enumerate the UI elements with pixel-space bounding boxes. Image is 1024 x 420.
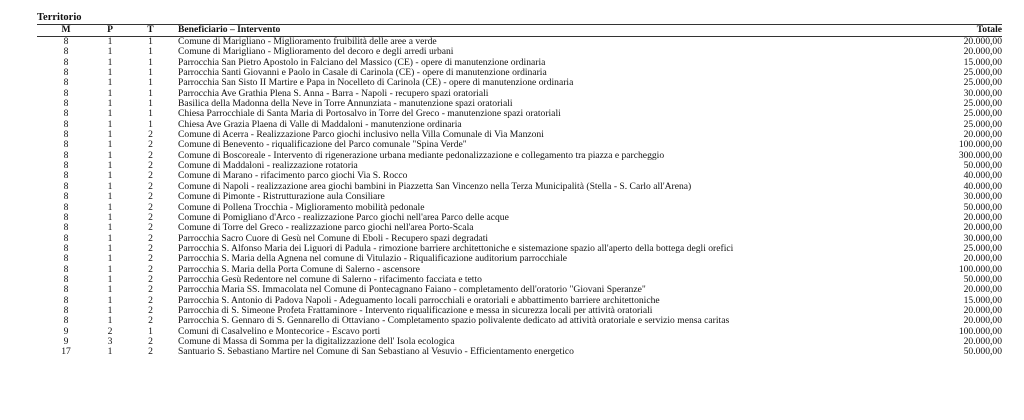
cell-description: Chiesa Ave Grazia Plaena di Valle di Maddaloni - manutenzione ordinaria [178,119,462,130]
cell-total: 30.000,00 [963,88,1002,99]
cell-description: Comune di Marigliano - Miglioramento del decoro e degli arredi urbani [178,47,454,58]
cell-description: Comune di Maddaloni - realizzazione rotatoria [178,161,358,172]
allocations-table [37,25,1002,358]
header-description: Beneficiario – Intervento [178,25,281,35]
cell-p: 1 [107,68,113,79]
table-row [37,151,1002,161]
cell-p: 1 [107,109,113,120]
cell-t: 1 [148,119,153,130]
cell-p: 3 [107,336,113,347]
cell-t: 2 [148,181,153,192]
cell-m: 8 [63,305,69,316]
cell-total: 20.000,00 [963,305,1002,316]
cell-m: 8 [63,119,69,130]
cell-description: Parrocchia S. Maria della Agnena nel comune di Vitulazio - Riqualificazione auditorium parrocchiale [178,254,567,265]
cell-p: 1 [107,181,113,192]
cell-t: 2 [148,171,153,182]
section-title: Territorio [37,12,82,23]
cell-total: 25.000,00 [963,109,1002,120]
cell-t: 1 [148,99,153,110]
cell-m: 8 [63,202,69,213]
cell-p: 1 [107,223,113,234]
cell-m: 8 [63,316,69,327]
cell-t: 2 [148,347,153,358]
table-row [37,68,1002,78]
table-row [37,306,1002,316]
table-row [37,89,1002,99]
cell-total: 20.000,00 [963,316,1002,327]
cell-p: 1 [107,212,113,223]
cell-total: 40.000,00 [963,171,1002,182]
cell-p: 1 [107,57,113,68]
table-row [37,234,1002,244]
table-row [37,109,1002,119]
cell-t: 2 [148,233,153,244]
cell-total: 50.000,00 [963,161,1002,172]
table-row [37,130,1002,140]
cell-total: 50.000,00 [963,274,1002,285]
cell-total: 30.000,00 [963,233,1002,244]
cell-p: 1 [107,274,113,285]
cell-t: 2 [148,316,153,327]
cell-m: 8 [63,57,69,68]
cell-m: 8 [63,254,69,265]
cell-description: Parrocchia Maria SS. Immacolata nel Comune di Pontecagnano Faiano - completamento dell'oratorio "Giovani Speranze" [178,285,646,296]
cell-t: 2 [148,212,153,223]
cell-m: 8 [63,285,69,296]
cell-description: Comune di Marano - rifacimento parco giochi Via S. Rocco [178,171,408,182]
header-p: P [107,25,113,35]
cell-p: 1 [107,192,113,203]
cell-t: 2 [148,336,153,347]
cell-t: 2 [148,150,153,161]
table-row [37,244,1002,254]
table-row [37,316,1002,326]
header-t: T [147,25,154,35]
cell-m: 8 [63,233,69,244]
table-row [37,78,1002,88]
table-row [37,203,1002,213]
cell-p: 1 [107,150,113,161]
cell-description: Comune di Acerra - Realizzazione Parco giochi inclusivo nella Villa Comunale di Via Manzoni [178,130,544,141]
cell-t: 2 [148,254,153,265]
cell-description: Parrocchia Gesù Redentore nel comune di Salerno - rifacimento facciata e tetto [178,274,482,285]
cell-t: 2 [148,305,153,316]
cell-total: 50.000,00 [963,202,1002,213]
cell-description: Parrocchia San Sisto II Martire e Papa in Nocelleto di Carinola (CE) - opere di manutenzione ordinaria [178,78,574,89]
cell-description: Comune di Boscoreale - Intervento di rigenerazione urbana mediante pedonalizzazione e collegamento tra piazza e parcheggio [178,150,665,161]
cell-total: 25.000,00 [963,68,1002,79]
cell-total: 25.000,00 [963,78,1002,89]
cell-m: 8 [63,47,69,58]
cell-t: 2 [148,295,153,306]
cell-total: 20.000,00 [963,36,1002,47]
cell-m: 8 [63,68,69,79]
cell-total: 30.000,00 [963,192,1002,203]
cell-t: 1 [148,109,153,120]
table-row [37,337,1002,347]
cell-m: 8 [63,192,69,203]
cell-t: 1 [148,36,153,47]
cell-m: 8 [63,150,69,161]
cell-description: Comune di Pollena Trocchia - Miglioramento mobilità pedonale [178,202,425,213]
cell-m: 8 [63,109,69,120]
cell-t: 1 [148,68,153,79]
cell-description: Basilica della Madonna della Neve in Torre Annunziata - manutenzione spazi oratoriali [178,99,513,110]
cell-p: 1 [107,316,113,327]
table-row [37,47,1002,57]
table-row [37,347,1002,357]
cell-p: 1 [107,88,113,99]
cell-t: 2 [148,140,153,151]
cell-m: 8 [63,243,69,254]
cell-m: 8 [63,181,69,192]
cell-m: 8 [63,274,69,285]
cell-p: 1 [107,264,113,275]
cell-description: Parrocchia S. Antonio di Padova Napoli - Adeguamento locali parrocchiali e oratoriali e abbattimento barriere architettoniche [178,295,660,306]
table-row [37,192,1002,202]
cell-m: 8 [63,295,69,306]
cell-total: 40.000,00 [963,181,1002,192]
header-row [37,25,1002,37]
table-row [37,171,1002,181]
cell-m: 8 [63,223,69,234]
cell-t: 2 [148,264,153,275]
table-row [37,254,1002,264]
cell-p: 1 [107,130,113,141]
cell-total: 25.000,00 [963,119,1002,130]
cell-m: 9 [63,326,69,337]
table-row [37,161,1002,171]
cell-total: 100.000,00 [958,264,1002,275]
cell-t: 1 [148,57,153,68]
cell-p: 1 [107,202,113,213]
cell-m: 8 [63,212,69,223]
cell-description: Chiesa Parrocchiale di Santa Maria di Portosalvo in Torre del Greco - manutenzione spazi oratoriali [178,109,561,120]
cell-total: 25.000,00 [963,243,1002,254]
cell-t: 2 [148,243,153,254]
cell-t: 1 [148,78,153,89]
cell-total: 300.000,00 [958,150,1002,161]
cell-p: 1 [107,347,113,358]
cell-p: 1 [107,161,113,172]
cell-total: 15.000,00 [963,295,1002,306]
cell-total: 25.000,00 [963,99,1002,110]
cell-t: 2 [148,274,153,285]
table-row [37,223,1002,233]
cell-p: 1 [107,78,113,89]
cell-p: 2 [107,326,113,337]
table-row [37,296,1002,306]
table-row [37,99,1002,109]
cell-description: Comuni di Casalvelino e Montecorice - Escavo porti [178,326,381,337]
cell-description: Parrocchia S. Gennaro di S. Gennarello di Ottaviano - Completamento spazio polivalente dedicato ad attività oratoriale e servizio mensa caritas [178,316,730,327]
table-row [37,285,1002,295]
cell-description: Santuario S. Sebastiano Martire nel Comune di San Sebastiano al Vesuvio - Efficientamento energetico [178,347,574,358]
cell-p: 1 [107,171,113,182]
cell-total: 20.000,00 [963,336,1002,347]
cell-description: Comune di Pomigliano d'Arco - realizzazione Parco giochi nell'area Parco delle acque [178,212,509,223]
table-row [37,182,1002,192]
cell-p: 1 [107,99,113,110]
cell-description: Parrocchia S. Alfonso Maria dei Liguori di Padula - rimozione barriere architettoniche e sistemazione spazio all'aperto della bottega degli orefici [178,243,734,254]
cell-total: 100.000,00 [958,326,1002,337]
cell-t: 1 [148,47,153,58]
cell-t: 1 [148,88,153,99]
cell-total: 15.000,00 [963,57,1002,68]
table-row [37,213,1002,223]
cell-m: 8 [63,140,69,151]
cell-description: Parrocchia di S. Simeone Profeta Frattaminore - Intervento riqualificazione e messa in sicurezza locali per attività oratoriali [178,305,653,316]
cell-p: 1 [107,233,113,244]
table-row [37,37,1002,48]
cell-p: 1 [107,295,113,306]
cell-description: Parrocchia S. Maria della Porta Comune di Salerno - ascensore [178,264,420,275]
cell-t: 2 [148,223,153,234]
cell-description: Comune di Torre del Greco - realizzazione parco giochi nell'area Porto-Scala [178,223,474,234]
cell-m: 8 [63,161,69,172]
header-total: Totale [976,25,1002,35]
cell-t: 2 [148,130,153,141]
cell-description: Comune di Pimonte - Ristrutturazione aula Consiliare [178,192,385,203]
cell-m: 17 [61,347,71,358]
cell-total: 20.000,00 [963,285,1002,296]
cell-t: 1 [148,326,153,337]
table-row [37,120,1002,130]
cell-m: 8 [63,130,69,141]
cell-m: 9 [63,336,69,347]
cell-p: 1 [107,305,113,316]
cell-description: Comune di Marigliano - Miglioramento fruibilità delle aree a verde [178,36,437,47]
table-row [37,140,1002,150]
cell-total: 20.000,00 [963,223,1002,234]
table-row [37,265,1002,275]
cell-p: 1 [107,47,113,58]
cell-m: 8 [63,36,69,47]
cell-p: 1 [107,254,113,265]
cell-p: 1 [107,243,113,254]
cell-p: 1 [107,119,113,130]
cell-description: Parrocchia Santi Giovanni e Paolo in Casale di Carinola (CE) - opere di manutenzione ordinaria [178,68,547,79]
cell-total: 20.000,00 [963,212,1002,223]
cell-t: 2 [148,202,153,213]
table-row [37,275,1002,285]
table-body [37,37,1002,358]
cell-total: 50.000,00 [963,347,1002,358]
table-row [37,58,1002,68]
cell-m: 8 [63,78,69,89]
cell-description: Comune di Benevento - riqualificazione del Parco comunale "Spina Verde" [178,140,467,151]
cell-description: Parrocchia San Pietro Apostolo in Falciano del Massico (CE) - opere di manutenzione ordinaria [178,57,546,68]
cell-p: 1 [107,36,113,47]
cell-description: Comune di Napoli - realizzazione area giochi bambini in Piazzetta San Vincenzo nella Terza Municipalità (Stella - S. Carlo all'Arena) [178,181,692,192]
cell-description: Parrocchia Sacro Cuore di Gesù nel Comune di Eboli - Recupero spazi degradati [178,233,489,244]
cell-total: 20.000,00 [963,47,1002,58]
cell-t: 2 [148,161,153,172]
table-header [37,25,1002,37]
cell-description: Parrocchia Ave Grathia Plena S. Anna - Barra - Napoli - recupero spazi oratoriali [178,88,489,99]
header-m: M [61,25,71,35]
cell-total: 100.000,00 [958,140,1002,151]
cell-t: 2 [148,192,153,203]
cell-t: 2 [148,285,153,296]
cell-description: Comune di Massa di Somma per la digitalizzazione dell' Isola ecologica [178,336,455,347]
table-row [37,327,1002,337]
cell-m: 8 [63,99,69,110]
cell-total: 20.000,00 [963,254,1002,265]
cell-m: 8 [63,171,69,182]
cell-total: 20.000,00 [963,130,1002,141]
cell-m: 8 [63,264,69,275]
cell-m: 8 [63,88,69,99]
cell-p: 1 [107,140,113,151]
cell-p: 1 [107,285,113,296]
